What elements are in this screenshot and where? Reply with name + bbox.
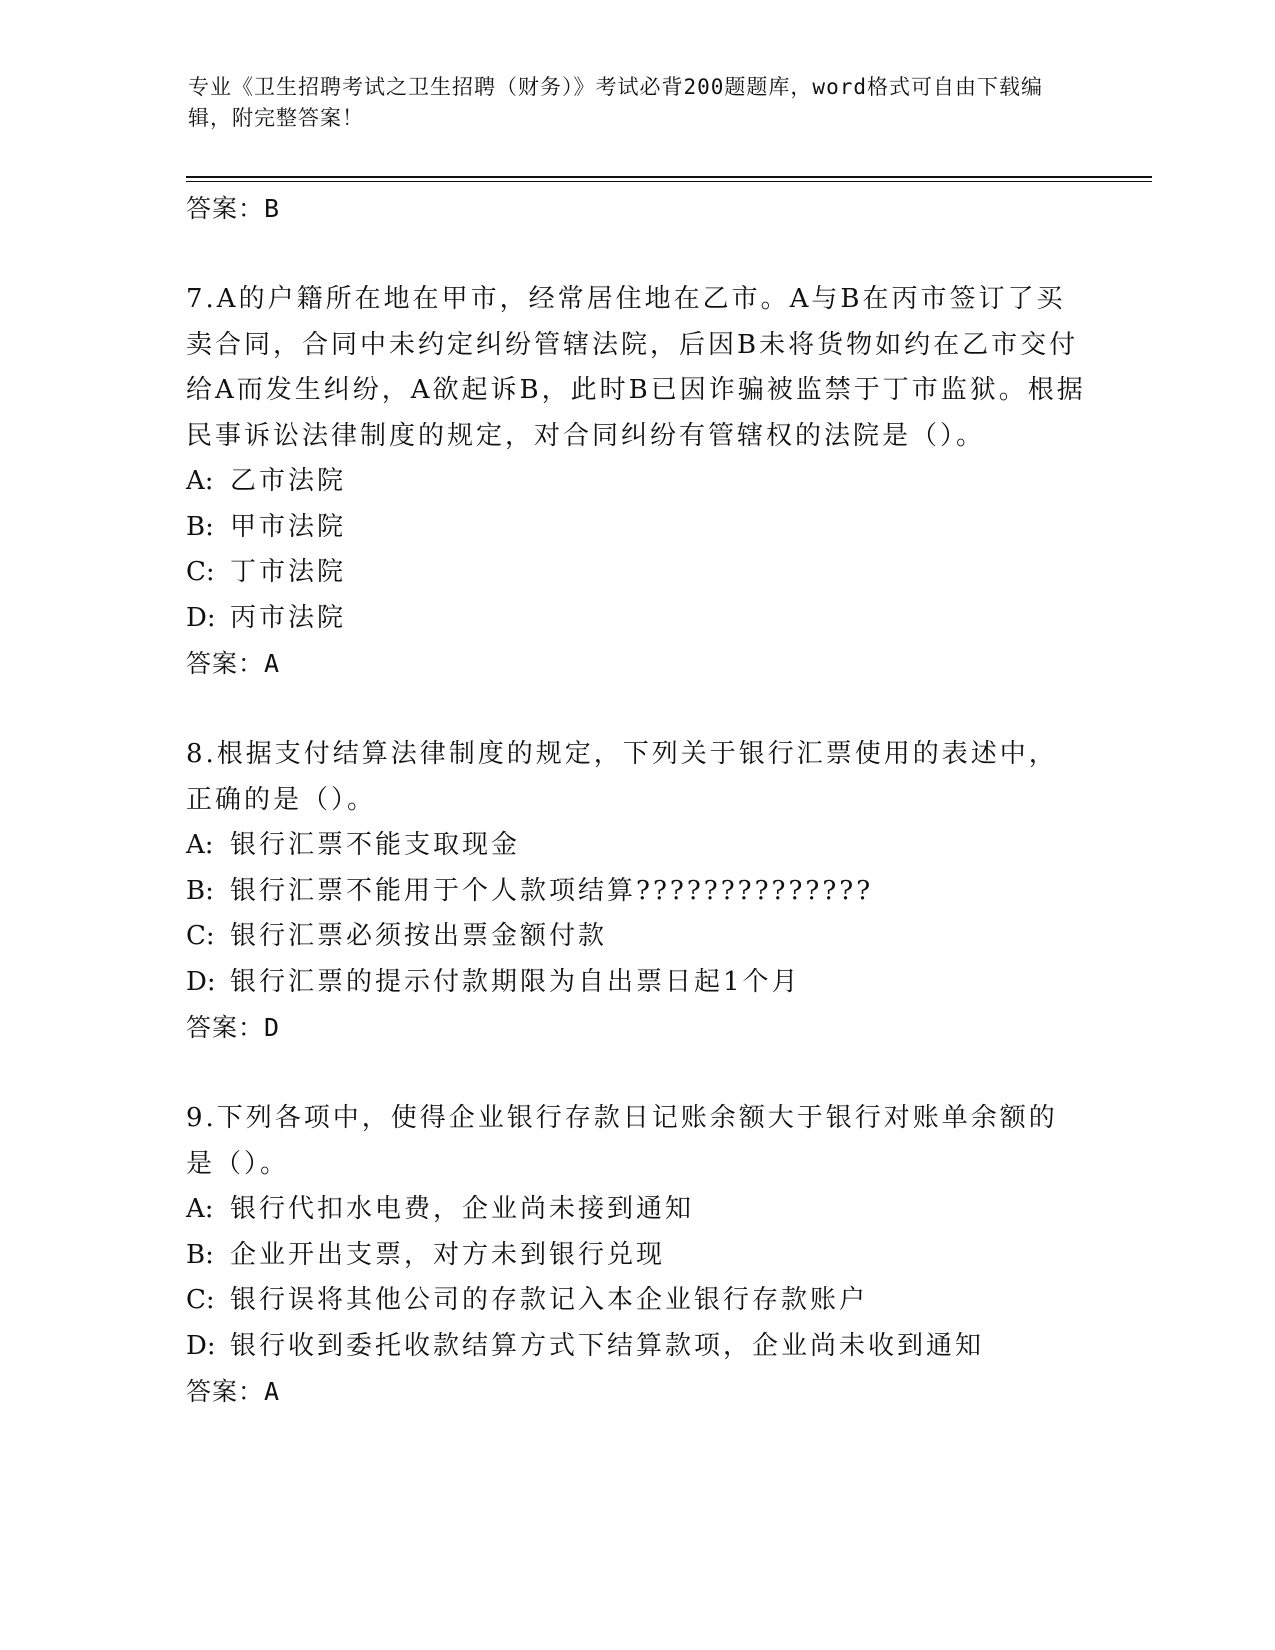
answer-line: 答案：A — [186, 1377, 281, 1406]
option-letter: A: — [186, 466, 214, 496]
option-text: 丙市法院 — [230, 602, 347, 633]
option-letter: D: — [186, 602, 216, 633]
option-letter: B: — [186, 511, 214, 542]
option-letter: D: — [186, 1330, 216, 1361]
option-a — [186, 459, 1086, 505]
option-text: 银行汇票不能支取现金 — [230, 830, 521, 860]
option-text: 甲市法院 — [230, 511, 347, 542]
question-stem: 7.A的户籍所在地在甲市，经常居住地在乙市。A与B在丙市签订了买卖合同，合同中未约定纠纷管辖法院，后因B未将货物如约在乙市交付给A而发生纠纷，A欲起诉B，此时B已因诈骗被监禁于丁市监狱。根据民事诉讼法律制度的规定，对合同纠纷有管辖权的法院是（）。 — [186, 284, 1086, 451]
header-divider — [186, 176, 1152, 178]
question-block — [186, 277, 1086, 687]
option-b — [186, 1233, 1086, 1279]
option-text: 银行汇票不能用于个人款项结算?????????????? — [230, 875, 874, 906]
option-letter: D: — [186, 966, 216, 997]
option-c — [186, 1278, 1086, 1324]
option-letter: C: — [186, 1285, 215, 1315]
option-a — [186, 1187, 1086, 1233]
option-d — [186, 960, 1086, 1006]
option-text: 银行代扣水电费，企业尚未接到通知 — [230, 1194, 695, 1224]
option-letter: B: — [186, 1239, 214, 1270]
option-text: 银行汇票必须按出票金额付款 — [230, 921, 608, 951]
option-letter: C: — [186, 557, 215, 587]
option-text: 乙市法院 — [230, 466, 347, 496]
option-letter: C: — [186, 921, 215, 951]
option-d — [186, 1324, 1086, 1370]
answer-line: 答案：A — [186, 649, 281, 678]
question-stem: 9.下列各项中，使得企业银行存款日记账余额大于银行对账单余额的是（）。 — [186, 1103, 1058, 1179]
option-c — [186, 550, 1086, 596]
document-header: 专业《卫生招聘考试之卫生招聘（财务）》考试必背200题题库，word格式可自由下载编辑，附完整答案！ — [188, 75, 1043, 130]
option-text: 企业开出支票，对方未到银行兑现 — [230, 1239, 666, 1270]
option-text: 银行收到委托收款结算方式下结算款项，企业尚未收到通知 — [230, 1330, 985, 1361]
option-letter: A: — [186, 1194, 214, 1224]
answer-line: 答案：B — [186, 194, 281, 223]
option-text: 丁市法院 — [230, 557, 347, 587]
question-block — [186, 1096, 1086, 1415]
option-a — [186, 823, 1086, 869]
option-letter: B: — [186, 875, 214, 906]
option-b — [186, 869, 1086, 915]
option-c — [186, 914, 1086, 960]
option-text: 银行误将其他公司的存款记入本企业银行存款账户 — [230, 1285, 869, 1315]
option-d — [186, 596, 1086, 642]
question-block — [186, 732, 1086, 1051]
option-letter: A: — [186, 830, 214, 860]
answer-line: 答案：D — [186, 1013, 281, 1042]
option-b — [186, 505, 1086, 551]
option-text: 银行汇票的提示付款期限为自出票日起1个月 — [230, 966, 801, 997]
question-stem: 8.根据支付结算法律制度的规定，下列关于银行汇票使用的表述中，正确的是（）。 — [186, 739, 1058, 815]
header-divider-thin — [186, 181, 1152, 182]
document-body — [186, 186, 1086, 1415]
